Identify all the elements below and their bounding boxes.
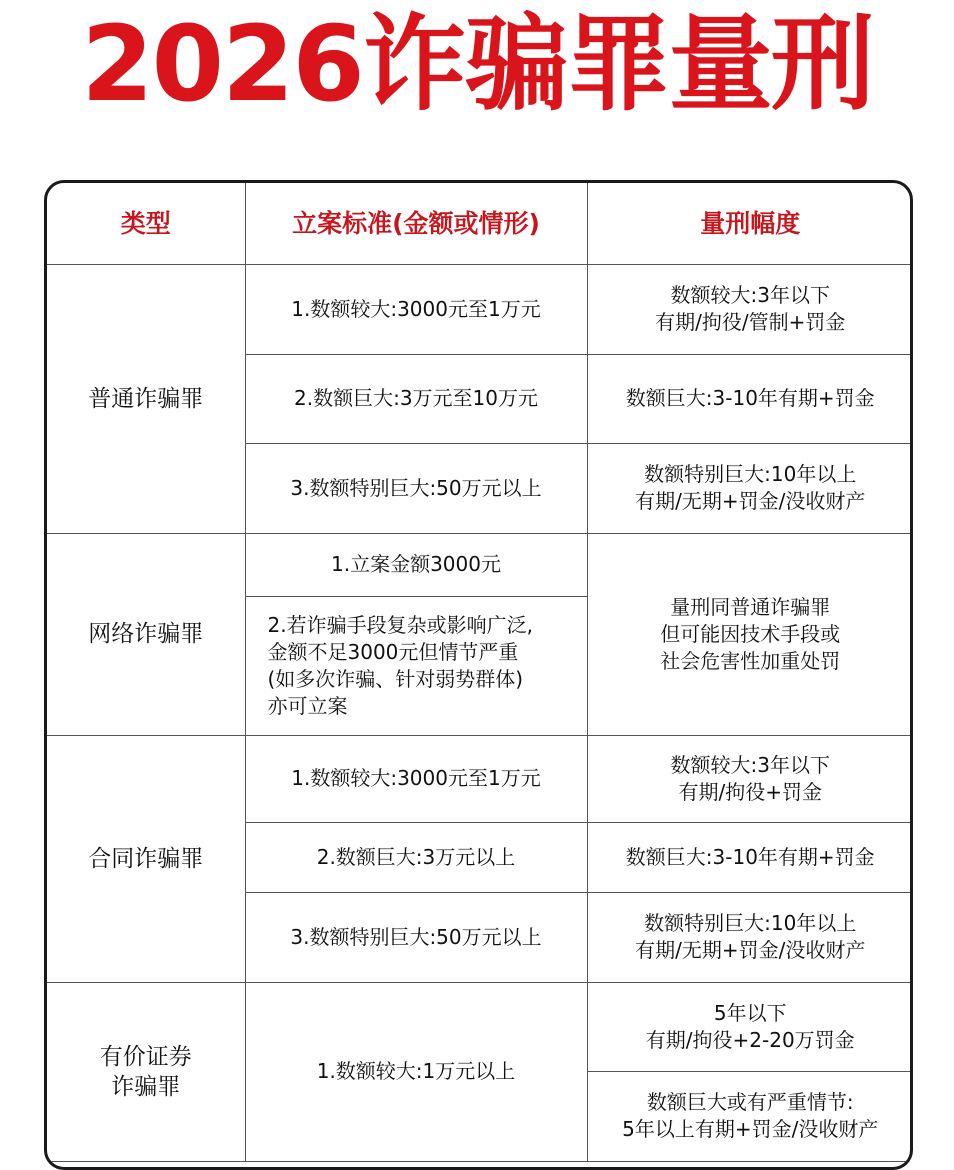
filing-standard: 2.数额巨大:3万元以上 (245, 822, 587, 892)
table-row (47, 735, 913, 822)
crime-type: 合同诈骗罪 (47, 735, 245, 982)
filing-standard: 3.数额特别巨大:50万元以上 (245, 443, 587, 533)
filing-standard: 1.数额较大:3000元至1万元 (245, 264, 587, 354)
header-standard: 立案标准(金额或情形) (245, 183, 587, 264)
filing-standard: 2.数额巨大:3万元至10万元 (245, 354, 587, 443)
sentence-range: 数额特别巨大:10年以上 有期/无期+罚金/没收财产 (587, 443, 913, 533)
header-type: 类型 (47, 183, 245, 264)
table-header-row (47, 183, 913, 264)
sentence-range: 数额较大:3年以下 有期/拘役+罚金 (587, 735, 913, 822)
filing-standard: 1.数额较大:3000元至1万元 (245, 735, 587, 822)
sentencing-table (44, 180, 913, 1170)
crime-type: 网络诈骗罪 (47, 533, 245, 735)
filing-standard: 1.数额较大:1万元以上 (245, 982, 587, 1161)
table-row (47, 533, 913, 596)
crime-type: 有价证券 诈骗罪 (47, 982, 245, 1161)
header-sentence: 量刑幅度 (587, 183, 913, 264)
sentence-range: 数额巨大:3-10年有期+罚金 (587, 354, 913, 443)
page-title: 2026诈骗罪量刑 (81, 3, 873, 125)
sentence-range: 5年以下 有期/拘役+2-20万罚金 (587, 982, 913, 1071)
table-row (47, 264, 913, 354)
table-row (47, 982, 913, 1071)
sentence-range: 数额巨大:3-10年有期+罚金 (587, 822, 913, 892)
sentence-range: 数额较大:3年以下 有期/拘役/管制+罚金 (587, 264, 913, 354)
sentence-range: 量刑同普通诈骗罪 但可能因技术手段或 社会危害性加重处罚 (587, 533, 913, 735)
crime-type: 普通诈骗罪 (47, 264, 245, 533)
filing-standard: 2.若诈骗手段复杂或影响广泛, 金额不足3000元但情节严重 (如多次诈骗、针对弱势群体) 亦可立案 (245, 596, 587, 735)
sentence-range: 数额特别巨大:10年以上 有期/无期+罚金/没收财产 (587, 892, 913, 982)
sentence-range: 数额巨大或有严重情节: 5年以上有期+罚金/没收财产 (587, 1071, 913, 1161)
filing-standard: 3.数额特别巨大:50万元以上 (245, 892, 587, 982)
filing-standard: 1.立案金额3000元 (245, 533, 587, 596)
